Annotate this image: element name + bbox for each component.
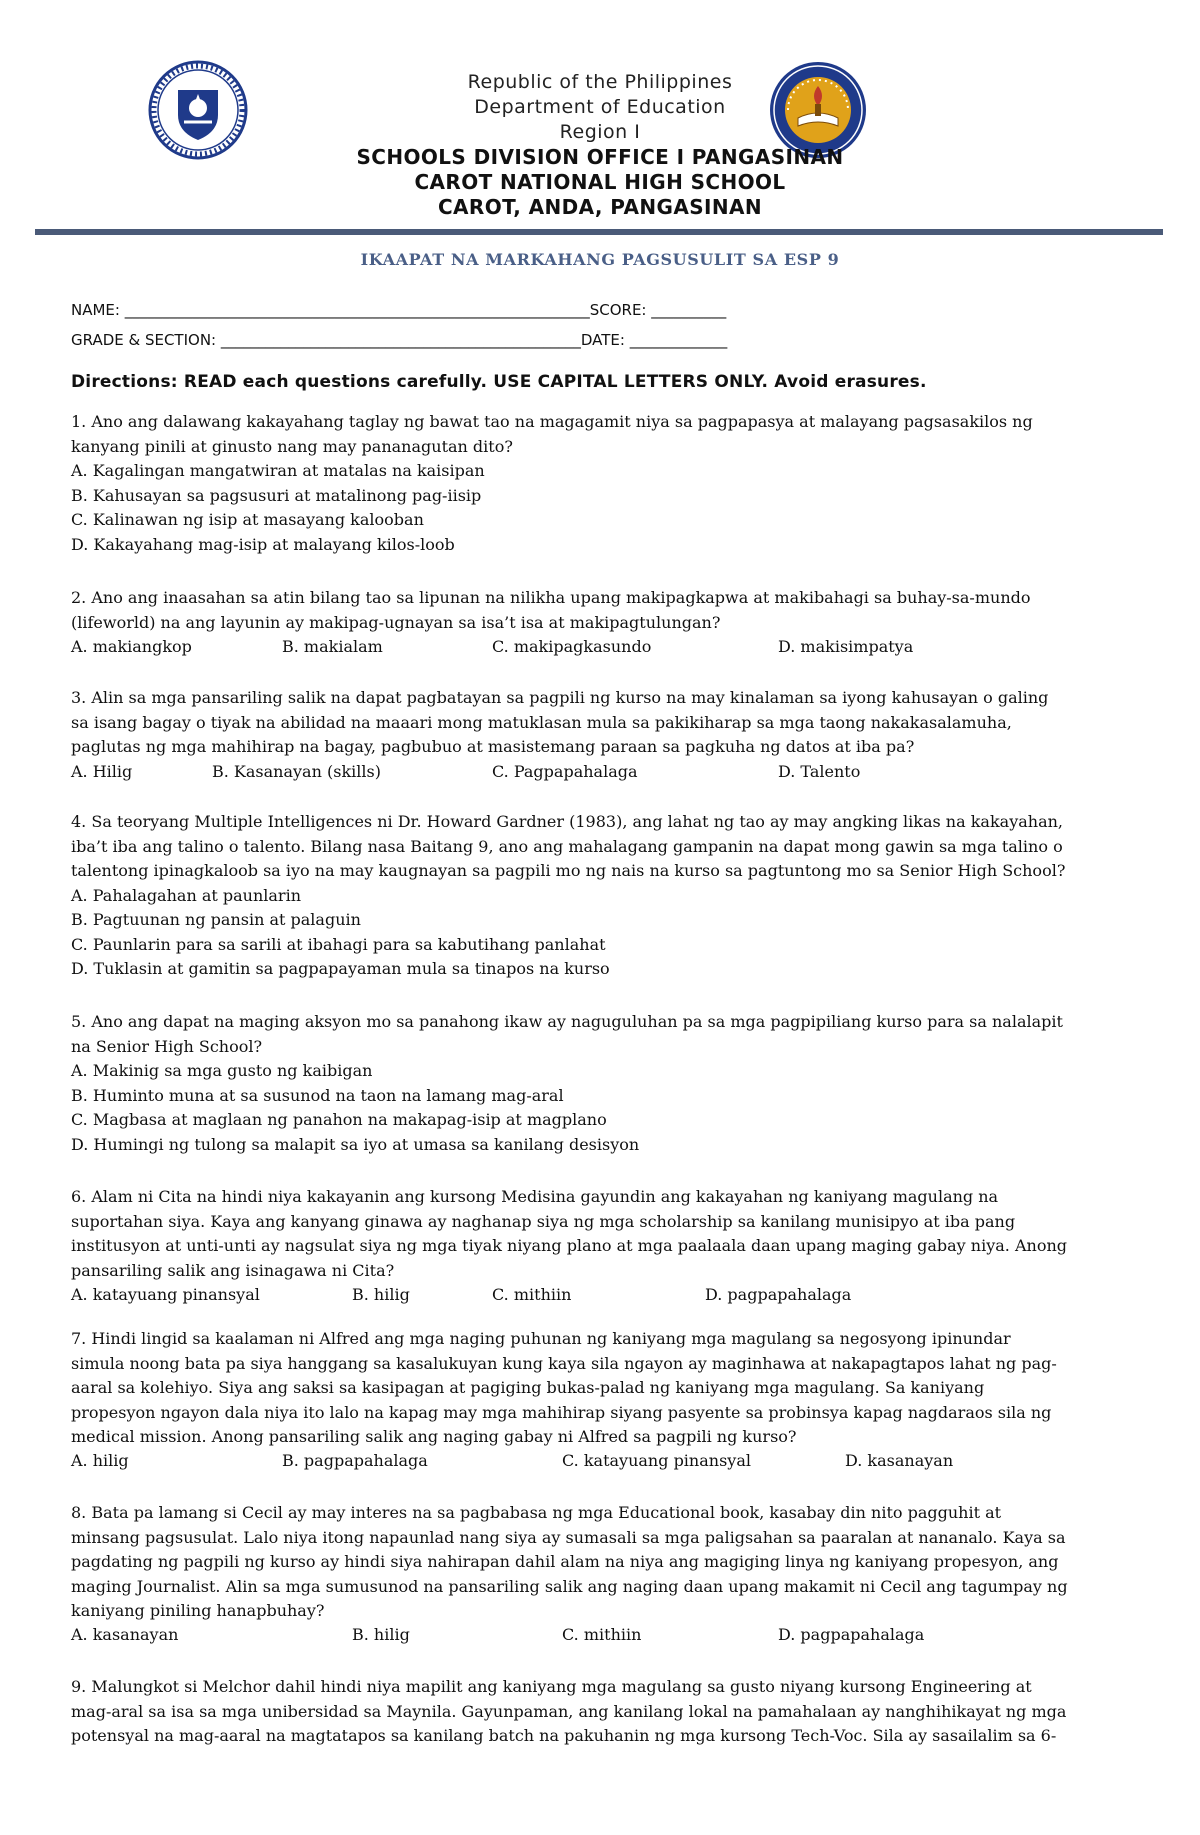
name-score-field[interactable]: NAME: ______________________________________________________________SCORE: __________ <box>71 301 727 319</box>
exam-title: IKAAPAT NA MARKAHANG PAGSUSULIT SA ESP 9 <box>360 250 840 269</box>
question-line: aaral sa kolehiyo. Siya ang saksi sa kasipagan at pagiging bukas-palad ng kaniyang mga magulang. Sa kaniyang <box>71 1378 985 1397</box>
question-line: 1. Ano ang dalawang kakayahang taglay ng bawat tao na magagamit niya sa pagpapasya at malayang pagsasakilos ng <box>71 412 1033 431</box>
choice-c: C. mithiin <box>562 1625 642 1644</box>
question-line: minsang pagsusulat. Lalo niya itong napaunlad nang siya ay sumasali sa mga paligsahan sa paaralan at nananalo. Kaya sa <box>71 1527 1066 1547</box>
choice-b: B. Kahusayan sa pagsusuri at matalinong pag-iisip <box>71 485 482 505</box>
question-line: medical mission. Anong pansariling salik ang naging gabay ni Alfred sa pagpili ng kurso? <box>71 1427 797 1446</box>
choice-a: A. makiangkop <box>71 637 192 656</box>
header-department: Department of Education <box>474 96 726 118</box>
choice-d: D. makisimpatya <box>778 637 914 656</box>
choice-c: C. Magbasa at maglaan ng panahon na makapag-isip at magplano <box>71 1110 607 1129</box>
question-line: 6. Alam ni Cita na hindi niya kakayanin ang kursong Medisina gayundin ang kakayahan ng kaniyang magulang na <box>71 1187 999 1206</box>
grade-section-date-field[interactable]: GRADE & SECTION: ________________________________________________DATE: _____________ <box>71 331 728 349</box>
choice-b: B. Kasanayan (skills) <box>212 762 381 781</box>
choice-c: C. mithiin <box>492 1285 572 1304</box>
question-6 <box>71 1185 1131 1283</box>
question-line: propesyon ngayon dala niya ito lalo na kapag may mga mahihirap siyang pasyente sa probinsya kapag nagdaraos sila ng <box>71 1402 1052 1422</box>
question-2 <box>71 586 1131 635</box>
deped-seal-icon <box>148 60 248 160</box>
question-line: na Senior High School? <box>71 1036 263 1056</box>
question-3 <box>71 686 1131 760</box>
question-5 <box>71 1010 1131 1157</box>
header-school: CAROT NATIONAL HIGH SCHOOL <box>414 170 786 194</box>
choice-a: A. Pahalagahan at paunlarin <box>71 885 301 905</box>
choice-c: C. Paunlarin para sa sarili at ibahagi para sa kabutihang panlahat <box>71 934 606 954</box>
choice-b: B. Huminto muna at sa susunod na taon na lamang mag-aral <box>71 1085 564 1105</box>
choice-b: B. hilig <box>352 1285 410 1304</box>
choice-c: C. Pagpapahalaga <box>492 762 638 781</box>
letterhead <box>300 70 900 220</box>
choice-b: B. pagpapahalaga <box>282 1451 428 1470</box>
question-line: kanyang pinili at ginusto nang may pananagutan dito? <box>71 436 513 456</box>
question-line: institusyon at unti-unti ay nagsulat siya ng mga tiyak niyang plano at mga paalaala daan upang maging gabay niya. Anong <box>71 1236 1067 1255</box>
choice-b: B. makialam <box>282 637 383 656</box>
choice-d: D. pagpapahalaga <box>778 1625 925 1644</box>
choice-d: D. Humingi ng tulong sa malapit sa iyo at umasa sa kanilang desisyon <box>71 1134 640 1154</box>
question-line: iba’t iba ang talino o talento. Bilang nasa Baitang 9, ano ang mahalagang gampanin na dapat mong gawin sa mga talino o <box>71 836 1063 856</box>
choice-a: A. kasanayan <box>71 1625 179 1644</box>
question-line: suportahan siya. Kaya ang kanyang ginawa ay naghanap siya ng mga scholarship sa kanilang munisipyo at iba pang <box>71 1211 1016 1231</box>
question-9 <box>71 1675 1131 1749</box>
question-1 <box>71 410 1131 557</box>
choice-c: C. katayuang pinansyal <box>562 1451 751 1470</box>
question-line: (lifeworld) na ang layunin ay makipag-ugnayan sa isa’t isa at makipagtulungan? <box>71 612 721 632</box>
choice-c: C. makipagkasundo <box>492 637 652 656</box>
question-8 <box>71 1501 1131 1624</box>
question-line: 8. Bata pa lamang si Cecil ay may interes na sa pagbabasa ng mga Educational book, kasabay din nito pagguhit at <box>71 1503 1002 1522</box>
question-line: sa isang bagay o tiyak na abilidad na maaari mong matuklasan mula sa pakikiharap sa mga taong nakakasalamuha, <box>71 712 1012 732</box>
directions: Directions: READ each questions carefully. USE CAPITAL LETTERS ONLY. Avoid erasures. <box>71 372 927 392</box>
header-republic: Republic of the Philippines <box>467 71 733 93</box>
question-line: talentong ipinagkaloob sa iyo na may kaugnayan sa pagpili mo ng nais na kurso sa pagtuntong mo sa Senior High School? <box>71 861 1066 880</box>
choice-d: D. kasanayan <box>845 1451 954 1470</box>
question-line: maging Journalist. Alin sa mga sumusunod na pansariling salik ang naging daan upang makamit ni Cecil ang tagumpay ng <box>71 1576 1068 1596</box>
question-line: 4. Sa teoryang Multiple Intelligences ni Dr. Howard Gardner (1983), ang lahat ng tao ay may angking likas na kakayahan, <box>71 812 1064 831</box>
choice-a: A. Makinig sa mga gusto ng kaibigan <box>71 1061 373 1080</box>
choice-a: A. Kagalingan mangatwiran at matalas na kaisipan <box>71 461 485 480</box>
choice-d: D. Kakayahang mag-isip at malayang kilos-loob <box>71 534 455 554</box>
question-7 <box>71 1327 1131 1450</box>
header-region: Region I <box>559 121 641 143</box>
question-line: simula noong bata pa siya hanggang sa kasalukuyan kung kaya sila ngayon ay maginhawa at nakapagtapos lahat ng pag- <box>71 1353 1057 1373</box>
question-line: pagdating ng pagpili ng kurso ay hindi siya nahirapan dahil alam na niya ang magiging linya ng kaniyang propesyon, ang <box>71 1552 1059 1571</box>
choice-d: D. Tuklasin at gamitin sa pagpapayaman mula sa tinapos na kurso <box>71 959 610 978</box>
question-line: 2. Ano ang inaasahan sa atin bilang tao sa lipunan na nilikha upang makipagkapwa at makibahagi sa buhay-sa-mundo <box>71 588 1031 607</box>
choice-d: D. pagpapahalaga <box>705 1285 852 1304</box>
question-line: mag-aral sa isa sa mga unibersidad sa Maynila. Gayunpaman, ang kanilang lokal na pamahalaan ay nanghihikayat ng mga <box>71 1701 1067 1721</box>
question-4 <box>71 810 1131 982</box>
choice-b: B. hilig <box>352 1625 410 1644</box>
choice-d: D. Talento <box>778 762 861 781</box>
question-line: 3. Alin sa mga pansariling salik na dapat pagbatayan sa pagpili ng kurso na may kinalaman sa iyong kahusayan o galing <box>71 688 1049 707</box>
question-line: paglutas ng mga mahihirap na bagay, pagbubuo at masistemang paraan sa pagkuha ng datos at iba pa? <box>71 737 915 756</box>
question-line: potensyal na mag-aaral na magtatapos sa kanilang batch na pakuhanin ng mga kursong Tech-Voc. Sila ay sasailalim sa 6- <box>71 1726 1057 1745</box>
choice-c: C. Kalinawan ng isip at masayang kalooban <box>71 510 424 529</box>
header-division: SCHOOLS DIVISION OFFICE I PANGASINAN <box>356 145 844 169</box>
deped-seal-logo <box>148 60 248 160</box>
header-address: CAROT, ANDA, PANGASINAN <box>437 195 763 219</box>
choice-a: A. katayuang pinansyal <box>71 1285 260 1304</box>
choice-a: A. hilig <box>71 1451 129 1470</box>
question-line: 7. Hindi lingid sa kaalaman ni Alfred ang mga naging puhunan ng kaniyang mga magulang sa negosyong ipinundar <box>71 1329 1011 1348</box>
question-line: pansariling salik ang isinagawa ni Cita? <box>71 1260 395 1280</box>
header-divider <box>35 229 1163 235</box>
choice-b: B. Pagtuunan ng pansin at palaguin <box>71 910 361 929</box>
question-line: 9. Malungkot si Melchor dahil hindi niya mapilit ang kaniyang mga magulang sa gusto niyang kursong Engineering at <box>71 1677 1032 1696</box>
choice-a: A. Hilig <box>71 762 133 781</box>
question-line: kaniyang piniling hanapbuhay? <box>71 1601 325 1620</box>
question-line: 5. Ano ang dapat na maging aksyon mo sa panahong ikaw ay naguguluhan pa sa mga pagpipiliang kurso para sa nalalapit <box>71 1012 1063 1031</box>
